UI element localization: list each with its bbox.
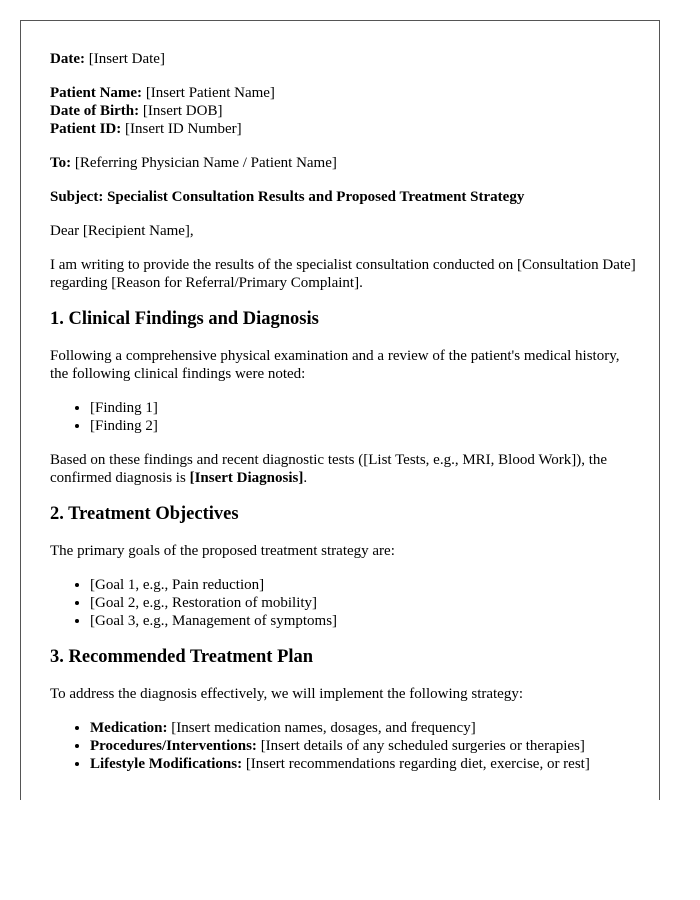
item-label: Medication: xyxy=(90,720,168,736)
patient-id-line xyxy=(50,120,640,138)
intro-paragraph: I am writing to provide the results of the specialist consultation conducted on [Consultation Date] regarding [Reason for Referral/Primary Complaint]. xyxy=(50,257,636,291)
to-line xyxy=(50,154,640,172)
list-item xyxy=(90,737,640,755)
patient-name-value: [Insert Patient Name] xyxy=(145,85,275,101)
diagnosis-value: [Insert Diagnosis] xyxy=(189,470,304,486)
section-2-heading: 2. Treatment Objectives xyxy=(50,504,239,524)
item-label: Lifestyle Modifications: xyxy=(90,756,243,772)
to-label: To: xyxy=(50,155,72,171)
section-1-paragraph: Following a comprehensive physical examination and a review of the patient's medical history, the following clinical findings were noted: xyxy=(50,348,620,382)
list-item: • [Goal 3, e.g., Management of symptoms] xyxy=(90,612,640,630)
patient-id-value: [Insert ID Number] xyxy=(125,121,242,137)
treatment-plan-list xyxy=(50,719,640,773)
list-item: • [Goal 1, e.g., Pain reduction] xyxy=(90,576,640,594)
patient-name-label: Patient Name: xyxy=(50,85,143,101)
list-item: • [Finding 1] xyxy=(90,399,640,417)
list-item: • [Goal 2, e.g., Restoration of mobility] xyxy=(90,594,640,612)
letter-page xyxy=(20,20,660,800)
list-item xyxy=(90,719,640,737)
item-text: [Insert details of any scheduled surgeries or therapies] xyxy=(256,738,585,754)
list-item: • [Finding 2] xyxy=(90,417,640,435)
section-1-heading: 1. Clinical Findings and Diagnosis xyxy=(50,309,319,329)
date-label: Date: xyxy=(50,51,85,67)
item-text: [Insert medication names, dosages, and frequency] xyxy=(167,720,476,736)
to-value: [Referring Physician Name / Patient Name] xyxy=(74,155,337,171)
list-item xyxy=(90,755,640,773)
date-value: [Insert Date] xyxy=(88,51,165,67)
diagnosis-paragraph xyxy=(50,451,640,487)
patient-id-label: Patient ID: xyxy=(50,121,122,137)
dob-line xyxy=(50,102,640,120)
patient-info xyxy=(50,84,640,138)
item-text: [Insert recommendations regarding diet, exercise, or rest] xyxy=(242,756,590,772)
dob-label: Date of Birth: xyxy=(50,103,140,119)
dob-value: [Insert DOB] xyxy=(142,103,223,119)
section-3-heading: 3. Recommended Treatment Plan xyxy=(50,647,314,667)
subject-line: Subject: Specialist Consultation Results and Proposed Treatment Strategy xyxy=(50,189,525,205)
findings-list xyxy=(50,399,640,435)
item-label: Procedures/Interventions: xyxy=(90,738,257,754)
section-2-paragraph: The primary goals of the proposed treatment strategy are: xyxy=(50,543,395,559)
patient-name-line xyxy=(50,84,640,102)
salutation: Dear [Recipient Name], xyxy=(50,223,194,239)
date-line xyxy=(50,50,640,68)
goals-list xyxy=(50,576,640,630)
section-3-paragraph: To address the diagnosis effectively, we will implement the following strategy: xyxy=(50,686,524,702)
diagnosis-end: . xyxy=(303,470,308,486)
letter-content xyxy=(50,50,640,789)
diagnosis-text: Based on these findings and recent diagnostic tests ([List Tests, e.g., MRI, Blood Work]), the confirmed diagnosis is xyxy=(50,452,608,486)
